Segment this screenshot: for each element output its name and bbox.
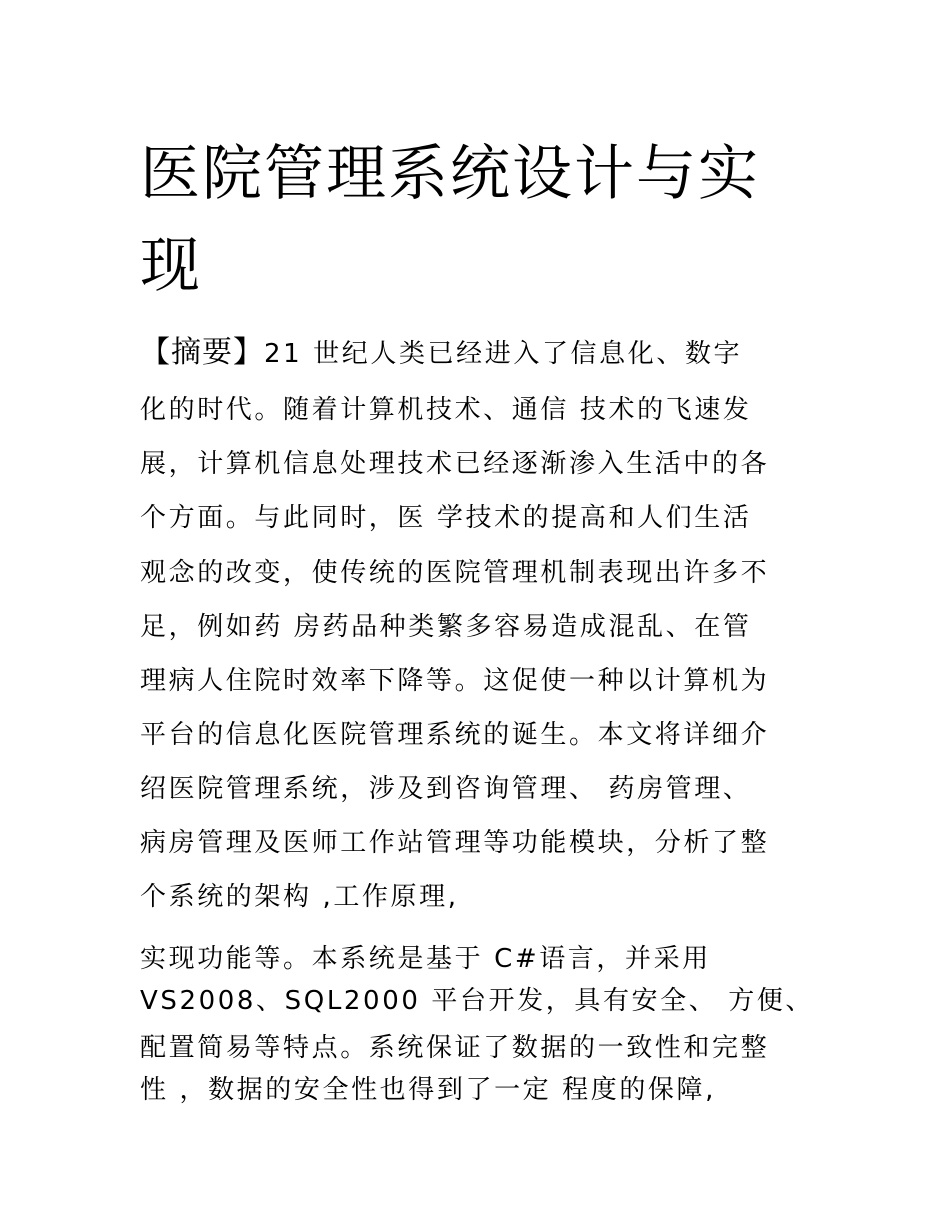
abstract-line-3: 展，计算机信息处理技术已经逐渐渗入生活中的各 <box>140 449 770 479</box>
abstract-line-12: 实现功能等。本系统是基于 C#语言，并采用 <box>140 944 711 974</box>
document-title: 医院管理系统设计与实现 <box>140 139 760 301</box>
abstract-line-4: 个方面。与此同时，医 学技术的提高和人们生活 <box>140 503 752 533</box>
abstract-line-1-text: 21 世纪人类已经进入了信息化、数字 <box>264 339 743 369</box>
abstract-line-13: VS2008、SQL2000 平台开发，具有安全、 方便、 <box>140 986 815 1016</box>
abstract-line-8: 平台的信息化医院管理系统的诞生。本文将详细介 <box>140 720 770 750</box>
abstract-line-11: 个系统的架构 ,工作原理, <box>140 882 459 912</box>
abstract-line-7: 理病人住院时效率下降等。这促使一种以计算机为 <box>140 666 770 696</box>
abstract-line-1 <box>140 336 742 371</box>
abstract-line-14: 配置简易等特点。系统保证了数据的一致性和完整 <box>140 1033 770 1063</box>
abstract-line-10: 病房管理及医师工作站管理等功能模块，分析了整 <box>140 828 770 858</box>
abstract-line-6: 足，例如药 房药品种类繁多容易造成混乱、在管 <box>140 612 752 642</box>
abstract-line-15: 性 ，数据的安全性也得到了一定 程度的保障, <box>140 1075 716 1105</box>
abstract-line-5: 观念的改变，使传统的医院管理机制表现出许多不 <box>140 558 770 588</box>
abstract-line-9: 绍医院管理系统，涉及到咨询管理、 药房管理、 <box>140 774 752 804</box>
abstract-line-2: 化的时代。随着计算机技术、通信 技术的飞速发 <box>140 395 752 425</box>
abstract-label: 【摘要】 <box>140 335 264 370</box>
